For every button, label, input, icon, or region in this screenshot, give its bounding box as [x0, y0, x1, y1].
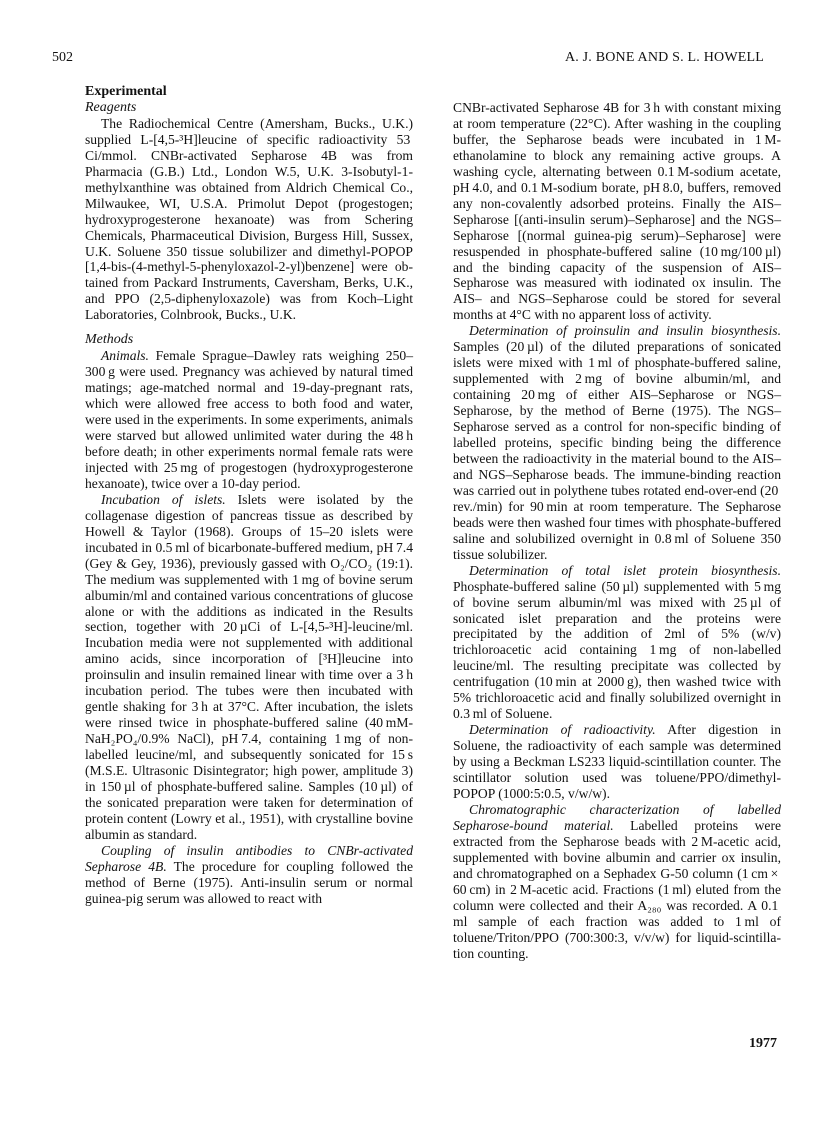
running-head	[52, 50, 764, 70]
runin-animals: Animals.	[101, 348, 149, 364]
runin-incubation: Incubation of islets.	[101, 491, 226, 507]
right-column	[453, 100, 781, 961]
runin-proinsulin: Determination of proinsulin and insulin biosynthesis.	[469, 323, 781, 339]
text-coupling: The procedure for coupling followed the method of Berne (1975). Anti-insulin serum or normal guinea-pig serum was allowed to react with	[85, 858, 413, 906]
text-proinsulin: Samples (20 µl) of the diluted preparations of sonicated islets were mixed with 1 ml of phosphate-buffered saline, supplemented with 2 mg of bovine albumin/ml, and containing 20 mg of either AIS–Sepharose or NGS–Sepharose, by the method of Berne (1975). The NGS–Sepharose served as a control for non-specific binding of labelled proteins, specific binding being the difference between the radioactivity in the material bound to the AIS– and NGS–Sepharose beads. The immune-binding reaction was carried out in polythene tubes rotated end-over-end (20 rev./min) for 90 min at room temperature. The Sepharose beads were then washed four times with phosphate-buffered saline and solubilized overnight in 0.8 ml of Soluene 350 tissue solubilizer.	[453, 339, 781, 562]
section-title-experimental: Experimental	[85, 84, 167, 99]
paragraph-total-protein	[453, 563, 781, 723]
paragraph-incubation	[85, 492, 413, 843]
subheading-methods: Methods	[85, 332, 134, 348]
runin-chromatography: Chromatographic characterization of labelled Sepharose-bound material.	[453, 801, 781, 833]
subheading-reagents: Reagents	[85, 99, 137, 115]
runin-radioactivity: Determination of radioactivity.	[469, 722, 656, 738]
paragraph-reagents: The Radiochemical Centre (Amersham, Bucks., U.K.) supplied L-[4,5-³H]leucine of specific radioactivity 53 Ci/mmol. CNBr-activated Sepharose 4B was from Pharmacia (G.B.) Ltd., London W.5, U.K. 3-Isobutyl-1-methylxanthine was obtained from Aldrich Chemical Co., Milwaukee, WI, U.S.A. Primolut Depot (progestogen; hydroxyprogesterone hexanoate) was from Schering Chemicals, Pharmaceutical Division, Burgess Hill, Sussex, U.K. Soluene 350 tissue solubilizer and dimethyl-POPOP [1,4-bis-(4-methyl-5-phenyloxazol-2-yl)benzene] were obtained from Packard Instruments, Caversham, Berks, U.K., and PPO (2,5-diphenyloxazole) was from Koch–Light Laboratories, Colnbrook, Bucks., U.K.	[85, 115, 413, 323]
paragraph-chromatography	[453, 802, 781, 962]
text-animals: Female Sprague–Dawley rats weighing 250–300 g were used. Pregnancy was achieved by natural timed matings; age-matched normal and 19-day-pregnant rats, which were allowed free access to both food and water, were used in the experiments. In some experiments, animals were starved but allowed unlimited water during the 48 h before death; in other experiments normal female rats were injected with 25 mg of progestogen (hydroxyprogesterone hexanoate), twice over a 10-day period.	[85, 348, 413, 491]
paragraph-coupling-continued: CNBr-activated Sepharose 4B for 3 h with constant mixing at room temperature (22°C). After washing in the coupling buffer, the Sepharose beads were incubated in 1 M-ethanolamine to block any remaining active groups. A washing cycle, alternating between 0.1 M-sodium acetate, pH 4.0, and 0.1 M-sodium borate, pH 8.0, buffers, removed any non-covalently adsorbed proteins. Finally the AIS–Sepharose [(anti-insulin serum)–Sepharose] and the NGS–Sepharose [(normal guinea-pig serum)–Sepharose] were resuspended in phosphate-buffered saline (10 mg/100 µl) and the binding capacity of the suspension of AIS–Sepharose was measured with iodinated ox insulin. The AIS– and NGS–Sepharose could be stored for several months at 4°C with no apparent loss of activity.	[453, 100, 781, 323]
paragraph-coupling	[85, 843, 413, 907]
page-number: 502	[52, 50, 73, 65]
text-total-protein: Phosphate-buffered saline (50 µl) supplemented with 5 mg of bovine serum albumin/ml was mixed with 25 µl of sonicated islet preparation and the proteins were precipitated by the addition of 2ml of 5% (w/v) trichloroacetic acid containing 1 mg of non-labelled leucine/ml. The resulting precipitate was collected by centrifugation (10 min at 2000 g), then washed twice with 5% trichloroacetic acid and finally solubilized overnight in 0.3 ml of Soluene.	[453, 578, 781, 722]
running-head-authors: A. J. BONE AND S. L. HOWELL	[564, 50, 764, 65]
paragraph-proinsulin	[453, 323, 781, 562]
paragraph-radioactivity	[453, 722, 781, 802]
text-chromatography: Labelled proteins were extracted from the Sepharose beads with 2 M-acetic acid, supplemented with bovine albumin and carrier ox insulin, and chromatographed on a Sephadex G-50 column (1 cm × 60 cm) in 2 M-acetic acid. Fractions (1 ml) eluted from the column were collected and their A₂₈₀ was recorded. A 0.1 ml sample of each fraction was added to 1 ml of toluene/Triton/PPO (700:300:3, v/v/w) for liquid-scintillation counting.	[453, 817, 782, 961]
runin-coupling: Coupling of insulin antibodies to CNBr-activated Sepharose 4B.	[85, 842, 413, 874]
text-radioactivity: After digestion in Soluene, the radioactivity of each sample was determined by using a Beckman LS233 liquid-scintillation counter. The scintillator solution used was toluene/PPO/dimethyl-POPOP (1000:5:0.5, v/w/w).	[453, 722, 781, 801]
footer-year: 1977	[749, 1036, 777, 1051]
runin-total-protein: Determination of total islet protein biosynthesis.	[469, 562, 781, 578]
left-column	[85, 84, 413, 907]
paragraph-animals	[85, 348, 413, 492]
text-incubation: Islets were isolated by the collagenase digestion of pancreas tissue as described by Howell & Taylor (1968). Groups of 15–20 islets were incubated in 0.5 ml of bicarbonate-buffered medium, pH 7.4 (Gey & Gey, 1936), previously gassed with O₂/CO₂ (19:1). The medium was supplemented with 1 mg of bovine serum albumin/ml and contained various concentrations of glucose alone or with the additions as indicated in the Results section, together with 20 µCi of L-[4,5-³H]-leucine/ml. Incubation media were not supplemented with additional amino acids, since incorporation of [³H]leucine into proinsulin and insulin remained linear with time over a 3 h incubation period. The tubes were then incubated with gentle shaking for 3 h at 37°C. After incubation, the islets were rinsed twice in phosphate-buffered saline (40 mM-NaH₂PO₄/0.9% NaCl), pH 7.4, containing 1 mg of non-labelled leucine/ml, and subsequently sonicated for 15 s (M.S.E. Ultrasonic Disintegrator; high power, amplitude 3) in 150 µl of phosphate-buffered saline. Samples (10 µl) of the sonicated preparation were taken for determination of protein content (Lowry et al., 1951), with crystalline bovine albumin as standard.	[85, 491, 413, 842]
